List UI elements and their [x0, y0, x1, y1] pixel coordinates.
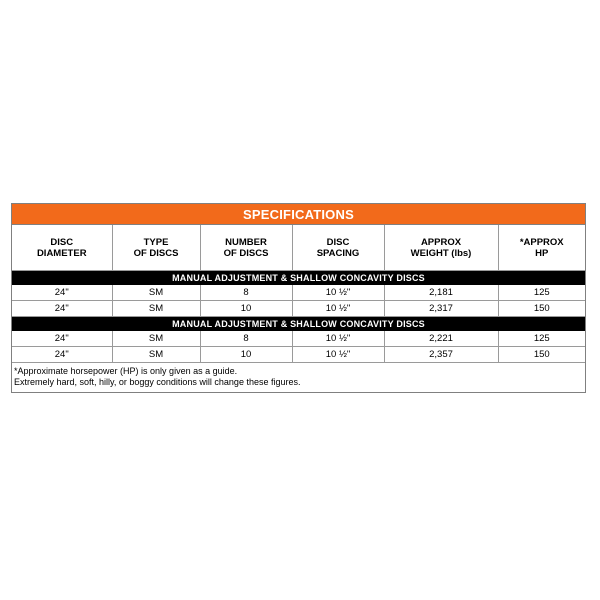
cell-approx-weight: 2,357	[384, 347, 498, 363]
cell-approx-hp: 150	[498, 347, 585, 363]
cell-number-of-discs: 8	[200, 285, 292, 301]
cell-disc-diameter: 24"	[12, 285, 112, 301]
cell-approx-weight: 2,181	[384, 285, 498, 301]
cell-number-of-discs: 8	[200, 331, 292, 347]
cell-number-of-discs: 10	[200, 347, 292, 363]
header-approx-hp: *APPROX HP	[498, 225, 585, 271]
cell-disc-spacing: 10 ½"	[292, 347, 384, 363]
cell-type-of-discs: SM	[112, 301, 200, 317]
table-row	[12, 331, 585, 347]
header-approx-weight: APPROX WEIGHT (lbs)	[384, 225, 498, 271]
specifications-table-container	[11, 203, 586, 393]
table-row	[12, 301, 585, 317]
header-disc-diameter: DISC DIAMETER	[12, 225, 112, 271]
cell-approx-hp: 150	[498, 301, 585, 317]
cell-type-of-discs: SM	[112, 285, 200, 301]
table-row	[12, 285, 585, 301]
header-disc-spacing: DISC SPACING	[292, 225, 384, 271]
header-type-of-discs: TYPE OF DISCS	[112, 225, 200, 271]
footnote-line-2: Extremely hard, soft, hilly, or boggy conditions will change these figures.	[14, 377, 301, 387]
cell-disc-diameter: 24"	[12, 331, 112, 347]
cell-number-of-discs: 10	[200, 301, 292, 317]
cell-disc-diameter: 24"	[12, 347, 112, 363]
cell-type-of-discs: SM	[112, 331, 200, 347]
section-label: MANUAL ADJUSTMENT & SHALLOW CONCAVITY DISCS	[12, 271, 585, 286]
cell-disc-diameter: 24"	[12, 301, 112, 317]
cell-approx-weight: 2,221	[384, 331, 498, 347]
section-header-row	[12, 317, 585, 332]
cell-approx-weight: 2,317	[384, 301, 498, 317]
cell-type-of-discs: SM	[112, 347, 200, 363]
cell-approx-hp: 125	[498, 285, 585, 301]
table-title: SPECIFICATIONS	[12, 204, 585, 225]
header-row	[12, 225, 585, 271]
cell-disc-spacing: 10 ½"	[292, 301, 384, 317]
section-label: MANUAL ADJUSTMENT & SHALLOW CONCAVITY DISCS	[12, 317, 585, 332]
specifications-table	[12, 204, 585, 392]
footnote-row	[12, 363, 585, 393]
cell-approx-hp: 125	[498, 331, 585, 347]
footnote-line-1: *Approximate horsepower (HP) is only given as a guide.	[14, 366, 238, 376]
section-header-row	[12, 271, 585, 286]
table-row	[12, 347, 585, 363]
table-title-row	[12, 204, 585, 225]
footnote	[12, 363, 585, 393]
cell-disc-spacing: 10 ½"	[292, 285, 384, 301]
header-number-of-discs: NUMBER OF DISCS	[200, 225, 292, 271]
cell-disc-spacing: 10 ½"	[292, 331, 384, 347]
